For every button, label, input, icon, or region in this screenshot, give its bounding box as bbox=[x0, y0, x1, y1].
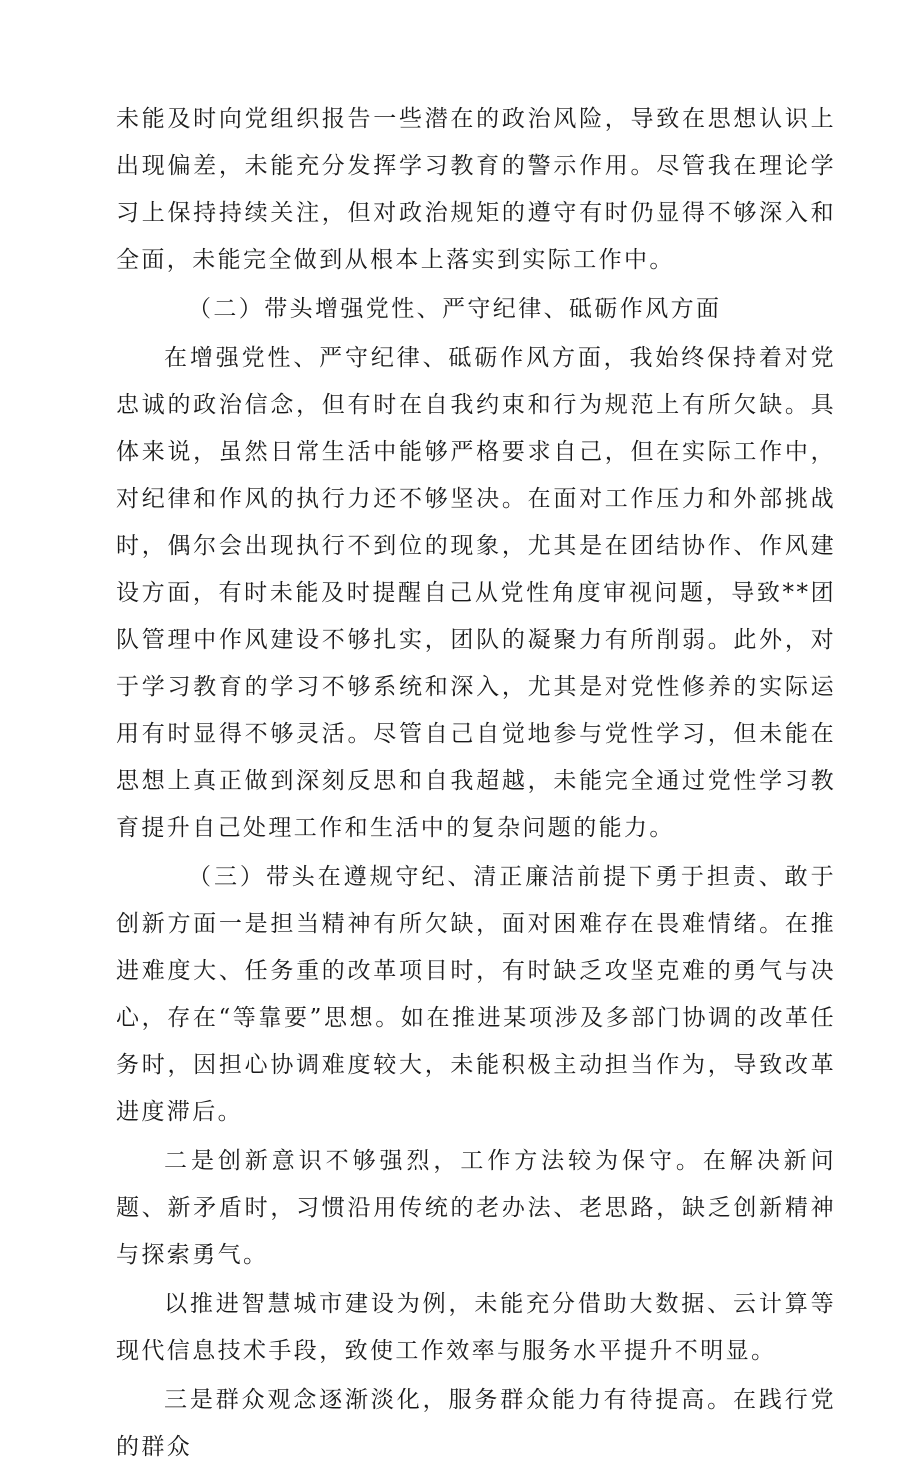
section-heading-2: （二）带头增强党性、严守纪律、砥砺作风方面 bbox=[188, 296, 722, 322]
paragraph-mass-line: 三是群众观念逐渐淡化，服务群众能力有待提高。在践行党的群众 bbox=[116, 1387, 836, 1460]
paragraph-innovation: 二是创新意识不够强烈，工作方法较为保守。在解决新问题、新矛盾时，习惯沿用传统的老办法、老思路，缺乏创新精神与探索勇气。 bbox=[116, 1148, 836, 1268]
paragraph-party-discipline: 在增强党性、严守纪律、砥砺作风方面，我始终保持着对党忠诚的政治信念，但有时在自我约束和行为规范上有所欠缺。具体来说，虽然日常生活中能够严格要求自己，但在实际工作中，对纪律和作风的执行力还不够坚决。在面对工作压力和外部挑战时，偶尔会出现执行不到位的现象，尤其是在团结协作、作风建设方面，有时未能及时提醒自己从党性角度审视问题，导致**团队管理中作风建设不够扎实，团队的凝聚力有所削弱。此外，对于学习教育的学习不够系统和深入，尤其是对党性修养的实际运用有时显得不够灵活。尽管自己自觉地参与党性学习，但未能在思想上真正做到深刻反思和自我超越，未能完全通过党性学习教育提升自己处理工作和生活中的复杂问题的能力。 bbox=[116, 345, 836, 841]
section-heading-3-paragraph: （三）带头在遵规守纪、清正廉洁前提下勇于担责、敢于创新方面一是担当精神有所欠缺，面对困难存在畏难情绪。在推进难度大、任务重的改革项目时，有时缺乏攻坚克难的勇气与决心，存在“等靠要”思想。如在推进某项涉及多部门协调的改革任务时，因担心协调难度较大，未能积极主动担当作为，导致改革进度滞后。 bbox=[116, 864, 836, 1125]
paragraph-political-risk: 未能及时向党组织报告一些潜在的政治风险，导致在思想认识上出现偏差，未能充分发挥学习教育的警示作用。尽管我在理论学习上保持持续关注，但对政治规矩的遵守有时仍显得不够深入和全面，未能完全做到从根本上落实到实际工作中。 bbox=[116, 106, 836, 273]
paragraph-smart-city: 以推进智慧城市建设为例，未能充分借助大数据、云计算等现代信息技术手段，致使工作效率与服务水平提升不明显。 bbox=[116, 1291, 836, 1364]
document-body bbox=[116, 96, 836, 1471]
